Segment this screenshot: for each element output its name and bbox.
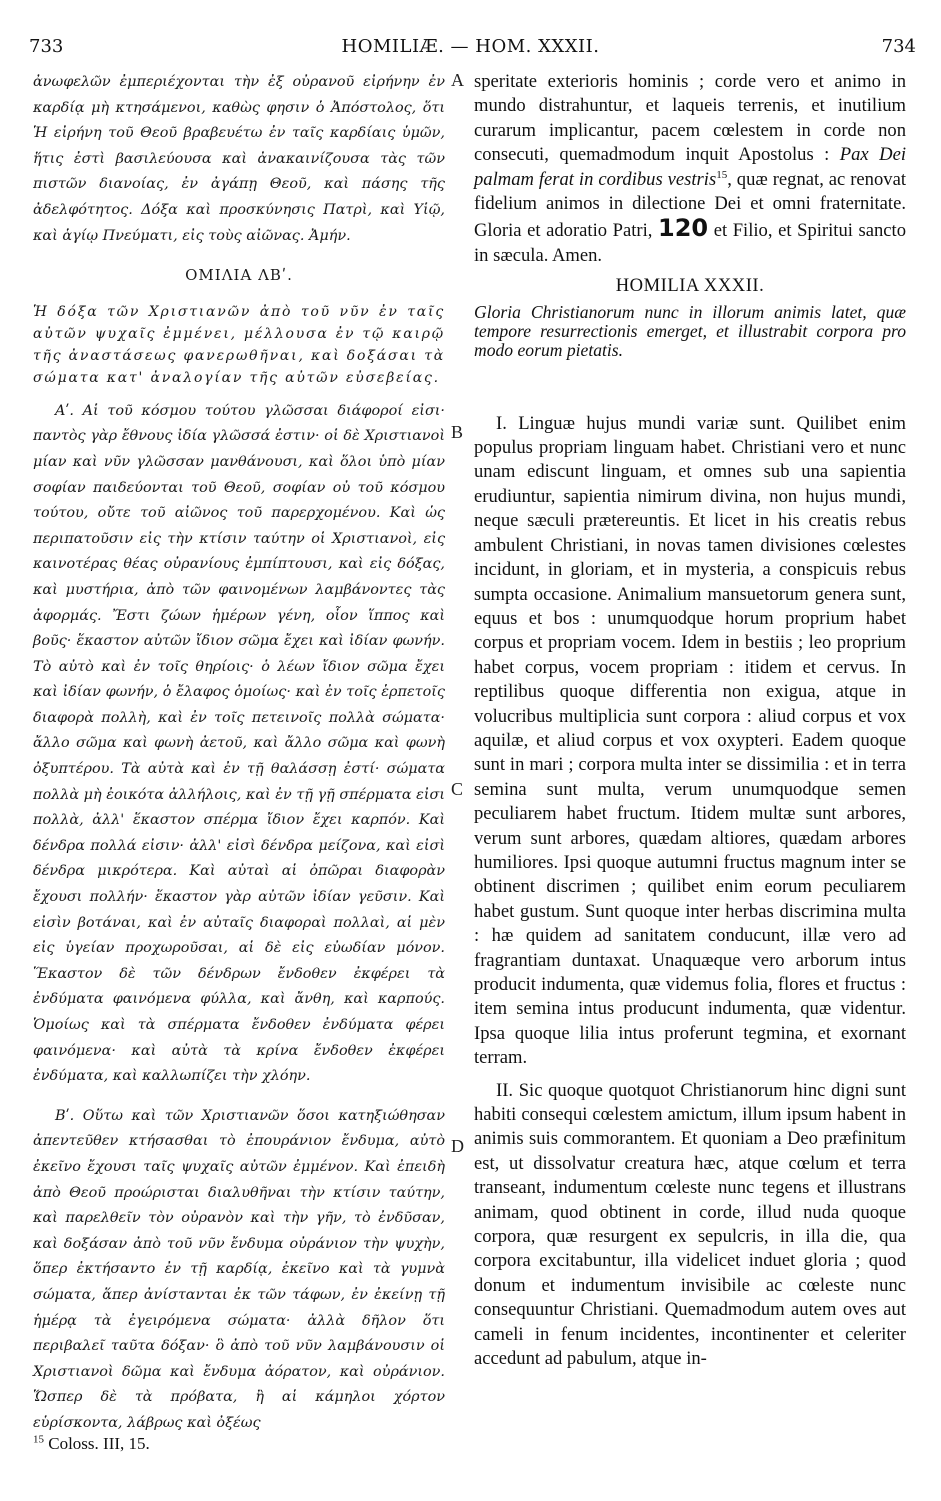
latin-intro-part-2: , quæ regnat, ac renovat fidelium animos in dilectione Dei et omni fraternitate. Gloria et adoratio Patri, [474,168,906,242]
latin-intro-part-3: et Filio, et Spiritui sancto in sæcula. Amen. [474,220,907,266]
latin-intro-paragraph [474,70,906,268]
footnote-text: Coloss. III, 15. [44,1434,150,1453]
margin-marker-d: D [451,1136,464,1156]
greek-homily-title: ΟΜΙΛΙΑ ΛΒʹ. [185,266,293,285]
scripture-quote: Pax Dei palmam ferat in cordibus vestris [474,144,906,190]
latin-paragraph-1: I. Linguæ hujus mundi variæ sunt. Quilibet enim populus propriam linguam habet. Christiani vero et nunc unam ediscunt linguam, et omnes sub una sapientia erudiuntur, sapientia nimirum divina, non hujus mundi, neque sæculi prætereuntis. Et licet in his creatis rebus ambulent Christiani, in novas tamen divisiones cœlestes incidunt, in gloriam, et in mysteria, a conspicuis rebus sumpta occasione. Animalium mansuetorum genera sunt, equus et bos : unumquodque horum proprium habet corpus et propriam vocem. Idem in bestiis ; leo proprium habet corpus, vocem propriam : itidem et cervus. In reptilibus quoque differentia non exigua, atque in volucribus multiplicia sunt corpora : aliud corpus et vox aquilæ, et aliud corpus et vox oxypteri. Eadem quoque sunt in mari ; corpora multa inter se dissimilia : et in terra semina sunt multa, verum unumquodque semen peculiarem habet fructum. Itidem multæ sunt arbores, verum sunt arbores, quædam altiores, quædam arbores humiliores. Ipsi quoque autumni fructus magnum inter se obtinent discrimen ; quilibet enim eorum peculiarem habet gustum. Sunt quoque inter herbas discrimina multa : hæ quidem ad sanitatem conducunt, illæ vero ad fragrantiam duntaxat. Unaquæque vero arborum intus producit indumenta, quæ videmus folia, flores et fructus : item semina intus producunt indumenta, quæ videntur. Ipsa quoque lilia intus proferunt tegmina, et exornant terram. [474,412,906,1069]
margin-marker-c: C [451,779,464,799]
greek-paragraph-a: Αʹ. Αἱ τοῦ κόσμου τούτου γλῶσσαι διάφοροί εἰσι· παντὸς γὰρ ἔθνους ἰδία γλῶσσά ἐστιν· οἱ δὲ Χριστιανοὶ μίαν καὶ νῦν γλῶσσαν μανθάνουσι, καὶ ὅλοι ὑπὸ μίαν σοφίαν παιδεύονται τοῦ Θεοῦ, σοφίαν οὐ τοῦ κόσμου τούτου, οὔτε τοῦ αἰῶνος τοῦ παρερχομένου. Καὶ ὡς περιπατοῦσιν εἰς τὴν κτίσιν ταύτην οἱ Χριστιανοὶ, εἰς καινοτέρας θέας οὐρανίους ἐμπίπτουσι, καὶ εἰς δόξας, καὶ μυστήρια, ἀπὸ τῶν φαινομένων λαμβάνοντες τὰς ἀφορμάς. Ἔστι ζώων ἡμέρων γένη, οἷον ἵππος καὶ βοῦς· ἕκαστον αὐτῶν ἴδιον σῶμα ἔχει καὶ ἰδίαν φωνήν. Τὸ αὐτὸ καὶ ἐν τοῖς θηρίοις· ὁ λέων ἴδιον σῶμα ἔχει καὶ ἰδίαν φωνήν, ὁ ἔλαφος ὁμοίως· καὶ ἐν τοῖς ἑρπετοῖς διαφορὰ πολλὴ, καὶ ἐν τοῖς πετεινοῖς πολλὰ σώματα· ἄλλο σῶμα καὶ φωνὴ ἀετοῦ, καὶ ἄλλο σῶμα καὶ φωνὴ ὀξυπτέρου. Τὰ αὐτὰ καὶ ἐν τῇ θαλάσσῃ ἐστί· σώματα πολλὰ μὴ ἐοικότα ἀλλήλοις, καὶ ἐν τῇ γῇ σπέρματα εἰσι πολλὰ, ἀλλ' ἕκαστον σπέρμα ἴδιον ἔχει καρπόν. Καὶ δένδρα πολλά εἰσιν· ἀλλ' εἰσὶ δένδρα μείζονα, καὶ εἰσὶ δένδρα μικρότερα. Καὶ αὐταὶ αἱ ὀπῶραι διαφορὰν ἔχουσι πολλήν· ἕκαστον γὰρ αὐτῶν ἰδίαν γεῦσιν. Καὶ εἰσὶν βοτάναι, καὶ ἐν αὐταῖς διαφοραὶ πολλαὶ, αἱ μὲν εἰς ὑγείαν προχωροῦσαι, αἱ δὲ εἰς εὐωδίαν μόνον. Ἕκαστον δὲ τῶν δένδρων ἔνδοθεν ἐκφέρει τὰ ἐνδύματα φαινόμενα φύλλα, καὶ ἄνθη, καὶ καρπούς. Ὁμοίως καὶ τὰ σπέρματα ἔνδοθεν ἐνδύματα φέρει φαινόμενα· καὶ αὐτὰ τὰ κρίνα ἔνδοθεν ἐκφέρει ἐνδύματα, καὶ καλλωπίζει τὴν χλόην. [33,402,445,1085]
margin-marker-b: B [451,422,464,442]
greek-paragraph-b: Βʹ. Οὕτω καὶ τῶν Χριστιανῶν ὅσοι κατηξιώθησαν ἀπεντεῦθεν κτήσασθαι τὸ ἐπουράνιον ἔνδυμα, αὐτὸ ἐκεῖνο ἔχουσι ταῖς ψυχαῖς αὐτῶν ἐμμένον. Καὶ ἐπειδὴ ἀπὸ Θεοῦ προώρισται διαλυθῆναι τὴν κτίσιν ταύτην, καὶ παρελθεῖν τὸν οὐρανὸν καὶ τὴν γῆν, τὸ ἐνδῦσαν, καὶ δοξάσαν ἀπὸ τοῦ νῦν ἔνδυμα οὐράνιον τὴν ψυχὴν, ὅπερ ἐκτήσαντο ἐν τῇ καρδίᾳ, ἐκεῖνο καὶ τὰ γυμνὰ σώματα, ἅπερ ἀνίστανται ἐκ τῶν τάφων, ἐν ἐκείνῃ τῇ ἡμέρᾳ τὰ ἐγειρόμενα σώματα· ἀλλὰ δῆλον ὅτι περιβαλεῖ ταῦτα δόξαν· ὃ ἀπὸ τοῦ νῦν λαμβάνουσιν οἱ Χριστιανοὶ δῶμα καὶ ἔνδυμα ἀόρατον, καὶ οὐράνιον. Ὥσπερ δὲ τὰ πρόβατα, ἢ αἱ κάμηλοι χόρτον εὑρίσκοντα, λάβρως καὶ ὀξέως [33,1107,445,1431]
latin-column [474,70,906,1372]
greek-intro-paragraph: ἀνωφελῶν ἐμπεριέχονται τὴν ἐξ οὐρανοῦ εἰρήνην ἐν καρδίᾳ μὴ κτησάμενοι, καθὼς φησιν ὁ Ἀπόστολος, ὅτι Ἡ εἰρήνη τοῦ Θεοῦ βραβευέτω ἐν ταῖς καρδίαις ὑμῶν, ἥτις ἐστὶ βασιλεύουσα καὶ ἀνακαινίζουσα τὰς τῶν πιστῶν διανοίας, ἐν ἀγάπῃ Θεοῦ, καὶ πάσης τῆς ἀδελφότητος. Δόξα καὶ προσκύνησις Πατρὶ, καὶ Υἱῷ, καὶ ἁγίῳ Πνεύματι, εἰς τοὺς αἰῶνας. Ἀμήν. [33,74,445,244]
latin-homily-title: HOMILIA XXXII. [615,275,765,297]
greek-column [33,70,445,1437]
running-title: HOMILIÆ. — HOM. XXXII. [341,36,600,57]
footnote-reference: 15 [716,168,728,181]
latin-intro-part-1: speritate exterioris hominis ; corde vero et animo in mundo distrahuntur, et laqueis terrenis, et inutilium curarum implicantur, pacem cœlestem in corde non consecuti, quemadmodum inquit Apostolus : [474,71,906,166]
page-number-left: 733 [29,36,64,57]
footnote-number: 15 [33,1433,44,1446]
greek-summary: Ἡ δόξα τῶν Χριστιανῶν ἀπὸ τοῦ νῦν ἐν ταῖς αὐτῶν ψυχαῖς ἐμμένει, μέλλουσα ἐν τῷ καιρῷ τῆς ἀναστάσεως φανερωθῆναι, καὶ δοξάσαι τὰ σώματα κατ' ἀναλογίαν τῆς αὐτῶν εὐσεβείας. [33,303,445,386]
margin-marker-a: A [451,70,464,90]
latin-summary: Gloria Christianorum nunc in illorum animis latet, quæ tempore resurrectionis emerget, et illustrabit corpora pro modo eorum pietatis. [474,301,906,360]
running-header [0,36,941,60]
page-number-right: 734 [881,36,916,57]
footnote [33,1434,150,1454]
latin-paragraph-2: II. Sic quoque quotquot Christianorum hinc digni sunt habiti consequi cœlestem amictum, illum ipsum habent in animis suis commorantem. Et quoniam a Deo præfinitum est, ut dissolvatur creatura hæc, atque cœlum et terra transeant, indumentum cœleste nunc tegens et illustrans animam, quod obtinent in corde, illud nuda quoque corpora, quæ resurgent ex sepulcris, in illa die, qua corpora excitabuntur, illa videlicet induet gloria ; quod donum et indumentum invisibile ac cœleste nunc consequuntur Christiani. Quemadmodum autem oves aut cameli in fenum incidentes, incontinenter et celeriter accedunt ad pabulum, atque in- [474,1079,906,1370]
column-number: 120 [658,214,709,243]
